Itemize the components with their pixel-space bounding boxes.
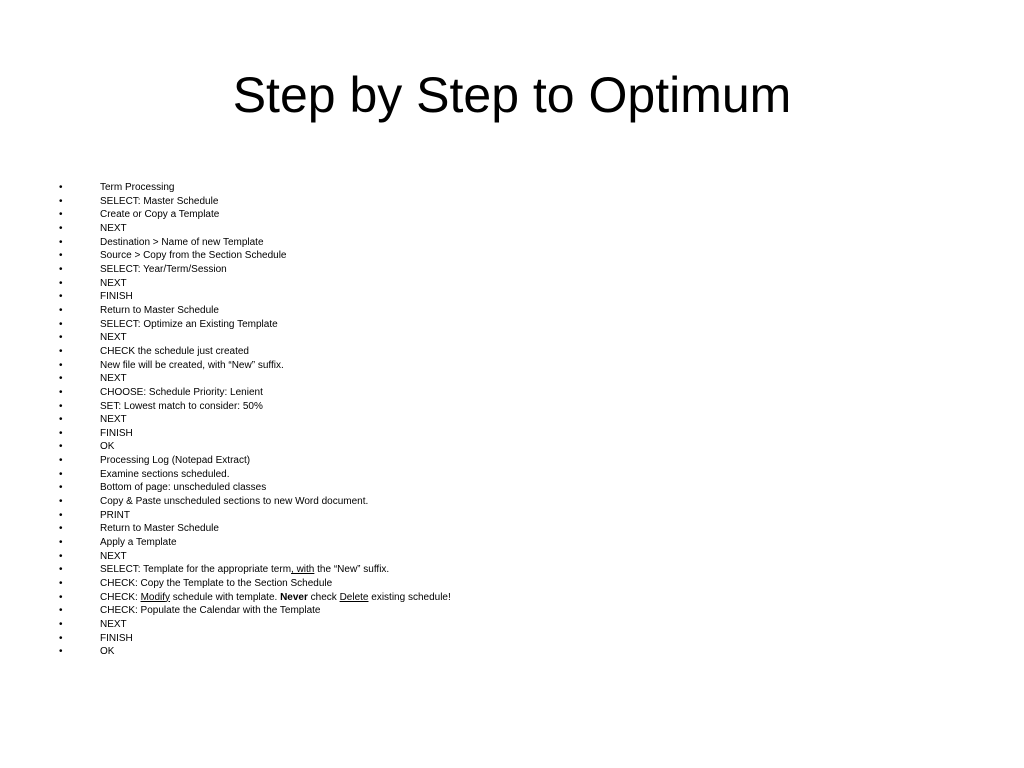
bullet-icon: •: [59, 564, 63, 576]
list-item: [0, 563, 1024, 577]
slide-title: Step by Step to Optimum: [232, 67, 792, 123]
list-item: [0, 400, 1024, 414]
list-item: [0, 359, 1024, 373]
list-item-text: Examine sections scheduled.: [100, 468, 230, 480]
bullet-icon: •: [59, 250, 63, 262]
list-item: [0, 413, 1024, 427]
list-item: [0, 522, 1024, 536]
bullet-icon: •: [59, 427, 63, 439]
bullet-icon: •: [59, 605, 63, 617]
list-item: [0, 577, 1024, 591]
list-item: [0, 222, 1024, 236]
list-item: [0, 372, 1024, 386]
list-item: [0, 195, 1024, 209]
bullet-icon: •: [59, 619, 63, 630]
list-item: [0, 249, 1024, 263]
list-item-text: NEXT: [100, 414, 127, 426]
text-segment: Modify: [140, 591, 171, 603]
bullet-icon: •: [59, 182, 63, 193]
list-item: [0, 440, 1024, 454]
list-item-text: FINISH: [100, 632, 133, 644]
list-item-text: Destination > Name of new Template: [100, 236, 264, 248]
bullet-icon: •: [59, 632, 63, 644]
list-item-text: PRINT: [100, 509, 130, 521]
bullet-icon: •: [59, 277, 63, 289]
list-item-text: Return to Master Schedule: [100, 304, 219, 316]
list-item-text: NEXT: [100, 550, 127, 562]
list-item: [0, 263, 1024, 277]
text-segment: Never: [280, 591, 308, 603]
list-item: [0, 386, 1024, 400]
bullet-icon: •: [59, 209, 63, 221]
list-item: [0, 331, 1024, 345]
bullet-list: [0, 181, 1024, 659]
list-item-text: OK: [100, 646, 115, 658]
bullet-icon: •: [59, 496, 63, 508]
bullet-icon: •: [59, 195, 63, 207]
bullet-icon: •: [59, 318, 63, 330]
list-item-text: CHECK the schedule just created: [100, 345, 249, 357]
bullet-icon: •: [59, 550, 63, 562]
list-item: [0, 645, 1024, 659]
list-item-text: NEXT: [100, 332, 127, 344]
list-item: [0, 536, 1024, 550]
list-item-text: CHECK: Populate the Calendar with the Template: [100, 605, 321, 617]
text-segment: schedule with template.: [170, 591, 281, 603]
bullet-icon: •: [59, 455, 63, 467]
list-item: [0, 345, 1024, 359]
list-item-text: New file will be created, with “New” suffix.: [100, 359, 284, 371]
bullet-icon: •: [59, 578, 63, 590]
list-item: [0, 495, 1024, 509]
bullet-icon: •: [59, 523, 63, 535]
bullet-icon: •: [59, 263, 63, 275]
bullet-icon: •: [59, 509, 63, 521]
list-item: [0, 468, 1024, 482]
bullet-icon: •: [59, 222, 63, 234]
list-item-text: Create or Copy a Template: [100, 209, 220, 221]
list-item-text: Apply a Template: [100, 537, 177, 549]
list-item: [0, 509, 1024, 523]
bullet-icon: •: [59, 304, 63, 316]
list-item-text: Return to Master Schedule: [100, 523, 219, 535]
list-item: [0, 304, 1024, 318]
list-item-text: NEXT: [100, 373, 127, 385]
list-item-text: FINISH: [100, 291, 133, 303]
bullet-icon: •: [59, 400, 63, 412]
list-item: [0, 236, 1024, 250]
list-item-text: CHECK: Copy the Template to the Section Schedule: [100, 578, 333, 590]
list-item: [0, 454, 1024, 468]
text-segment: SELECT: Template for the appropriate term: [100, 564, 292, 576]
bullet-icon: •: [59, 482, 63, 494]
bullet-icon: •: [59, 537, 63, 549]
list-item: [0, 427, 1024, 441]
bullet-icon: •: [59, 359, 63, 371]
bullet-icon: •: [59, 468, 63, 480]
list-item-text: NEXT: [100, 222, 127, 234]
list-item-text: SET: Lowest match to consider: 50%: [100, 400, 263, 412]
list-item-text: SELECT: Year/Term/Session: [100, 263, 227, 275]
bullet-icon: •: [59, 386, 63, 398]
bullet-icon: •: [59, 414, 63, 426]
text-segment: CHECK:: [100, 591, 141, 603]
bullet-icon: •: [59, 291, 63, 303]
text-segment: existing schedule!: [368, 591, 451, 603]
list-item-text: NEXT: [100, 277, 127, 289]
list-item-text: NEXT: [100, 619, 127, 630]
text-segment: Delete: [339, 591, 369, 603]
bullet-icon: •: [59, 373, 63, 385]
list-item: [0, 181, 1024, 195]
list-item: [0, 277, 1024, 291]
bullet-icon: •: [59, 591, 63, 603]
list-item-text: Bottom of page: unscheduled classes: [100, 482, 267, 494]
bullet-icon: •: [59, 441, 63, 453]
list-item-text: FINISH: [100, 427, 133, 439]
list-item-text: [100, 563, 389, 577]
list-item-text: [100, 591, 451, 605]
list-item: [0, 550, 1024, 564]
list-item-text: Processing Log (Notepad Extract): [100, 455, 251, 467]
text-segment: check: [307, 591, 340, 603]
list-item: [0, 632, 1024, 646]
text-segment: , with: [291, 564, 315, 576]
bullet-icon: •: [59, 332, 63, 344]
list-item-text: SELECT: Master Schedule: [100, 195, 219, 207]
list-item: [0, 208, 1024, 222]
list-item: [0, 618, 1024, 632]
list-item-text: SELECT: Optimize an Existing Template: [100, 318, 278, 330]
list-item: [0, 318, 1024, 332]
list-item-text: OK: [100, 441, 115, 453]
list-item-text: Copy & Paste unscheduled sections to new Word document.: [100, 496, 369, 508]
list-item: [0, 481, 1024, 495]
list-item-text: Source > Copy from the Section Schedule: [100, 250, 287, 262]
list-item: [0, 290, 1024, 304]
bullet-icon: •: [59, 236, 63, 248]
list-item: [0, 591, 1024, 605]
bullet-icon: •: [59, 646, 63, 658]
list-item-text: CHOOSE: Schedule Priority: Lenient: [100, 386, 263, 398]
bullet-icon: •: [59, 345, 63, 357]
text-segment: the “New” suffix.: [314, 564, 390, 576]
list-item-text: Term Processing: [100, 182, 175, 193]
list-item: [0, 604, 1024, 618]
